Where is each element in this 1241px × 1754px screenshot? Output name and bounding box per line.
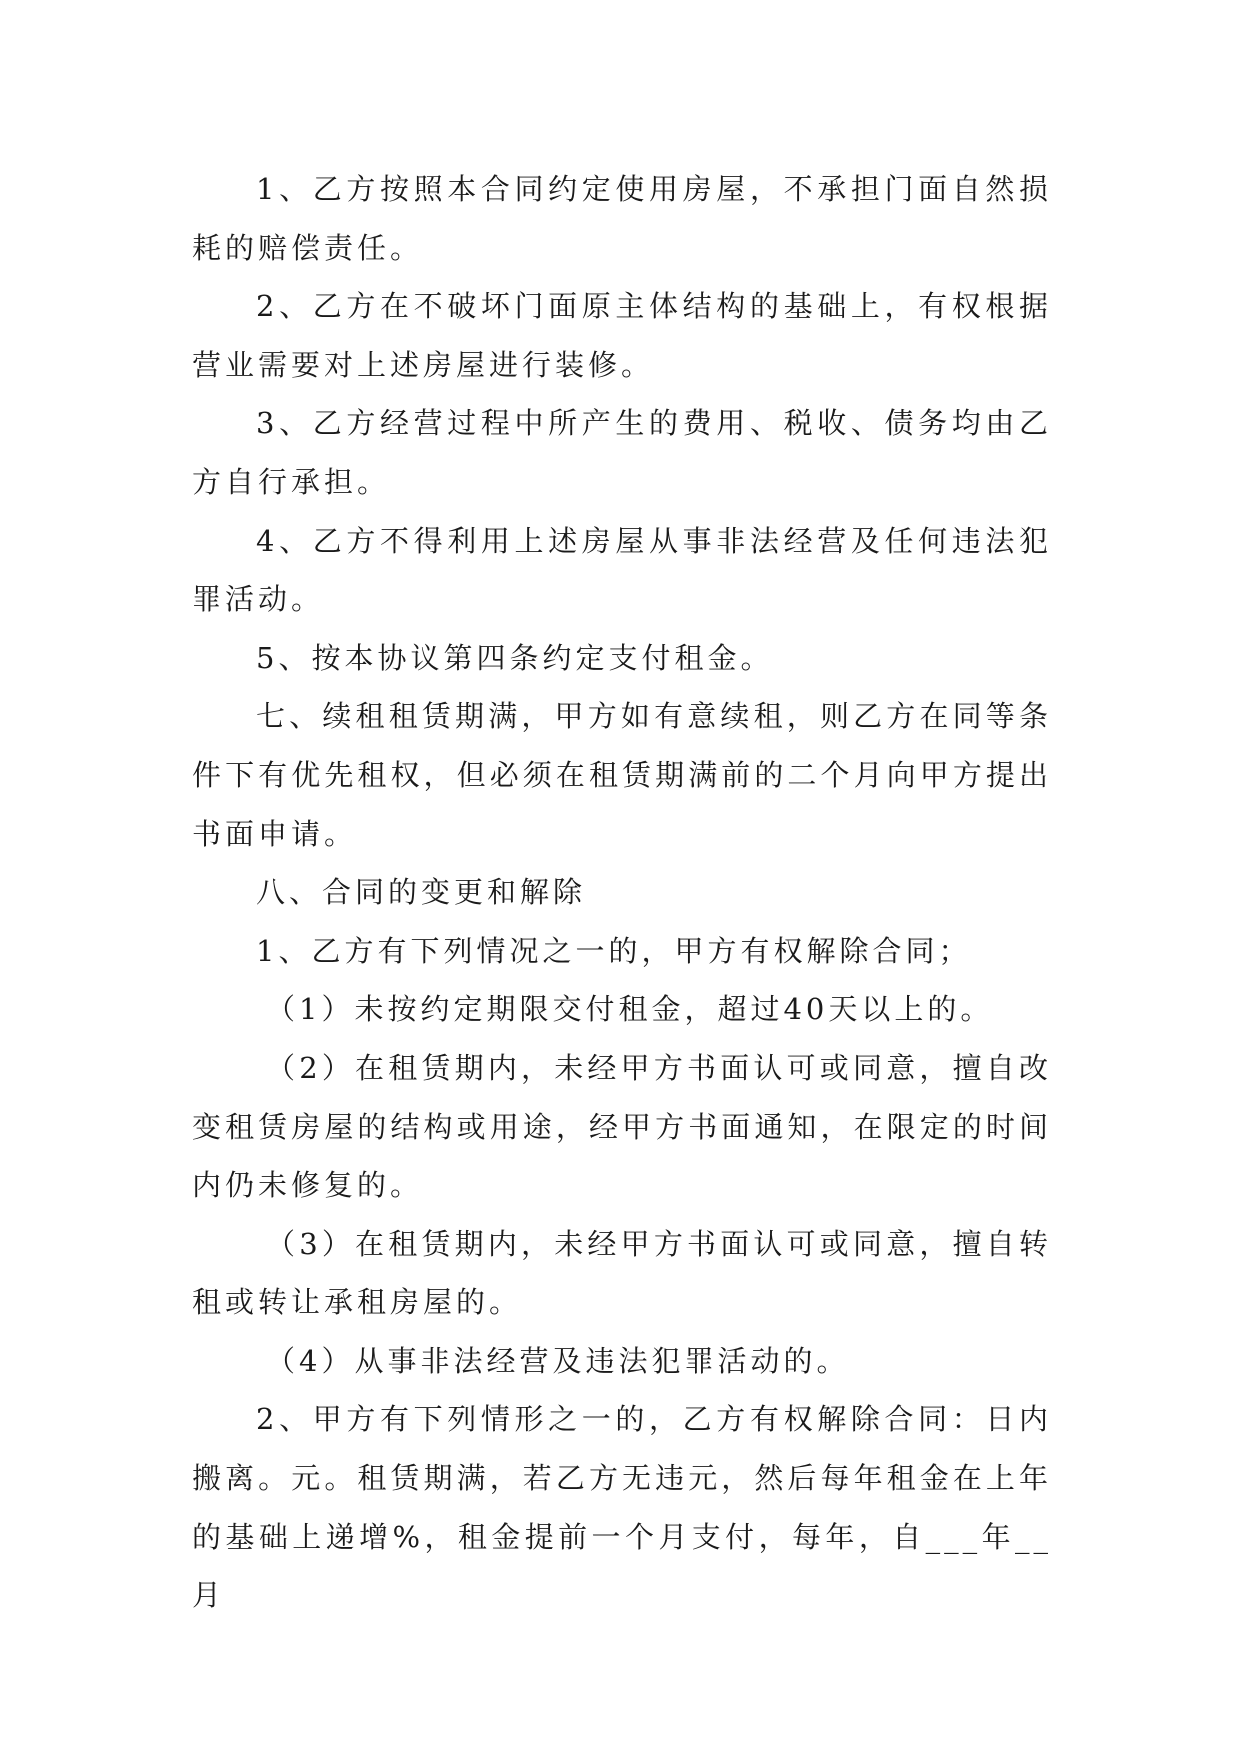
clause-8-1: 1、乙方有下列情况之一的，甲方有权解除合同； xyxy=(256,933,972,968)
clause-6-3: 3、乙方经营过程中所产生的费用、税收、债务均由乙方自行承担。 xyxy=(192,406,1052,499)
clause-8-1-item-4: （4）从事非法经营及违法犯罪活动的。 xyxy=(266,1343,850,1378)
clause-8-1-item-2: （2）在租赁期内，未经甲方书面认可或同意，擅自改变租赁房屋的结构或用途，经甲方书面通知，在限定的时间内仍未修复的。 xyxy=(192,1050,1052,1203)
section-8-heading: 八、合同的变更和解除 xyxy=(256,875,587,910)
clause-6-2: 2、乙方在不破坏门面原主体结构的基础上，有权根据营业需要对上述房屋进行装修。 xyxy=(192,289,1052,382)
clause-6-4: 4、乙方不得利用上述房屋从事非法经营及任何违法犯罪活动。 xyxy=(192,523,1052,617)
clause-8-1-item-3: （3）在租赁期内，未经甲方书面认可或同意，擅自转租或转让承租房屋的。 xyxy=(192,1226,1052,1320)
clause-8-2: 2、甲方有下列情形之一的，乙方有权解除合同：日内搬离。元。租赁期满，若乙方无违元，然后每年租金在上年的基础上递增%，租金提前一个月支付，每年，自___年__月 xyxy=(192,1402,1052,1613)
clause-6-5: 5、按本协议第四条约定支付租金。 xyxy=(256,640,774,675)
clause-6-1: 1、乙方按照本合同约定使用房屋，不承担门面自然损耗的赔偿责任。 xyxy=(192,172,1052,265)
clause-8-1-item-1: （1）未按约定期限交付租金，超过40天以上的。 xyxy=(266,992,994,1027)
document-body xyxy=(192,160,1052,1625)
section-7-renewal: 七、续租租赁期满，甲方如有意续租，则乙方在同等条件下有优先租权，但必须在租赁期满前的二个月向甲方提出书面申请。 xyxy=(192,699,1052,851)
